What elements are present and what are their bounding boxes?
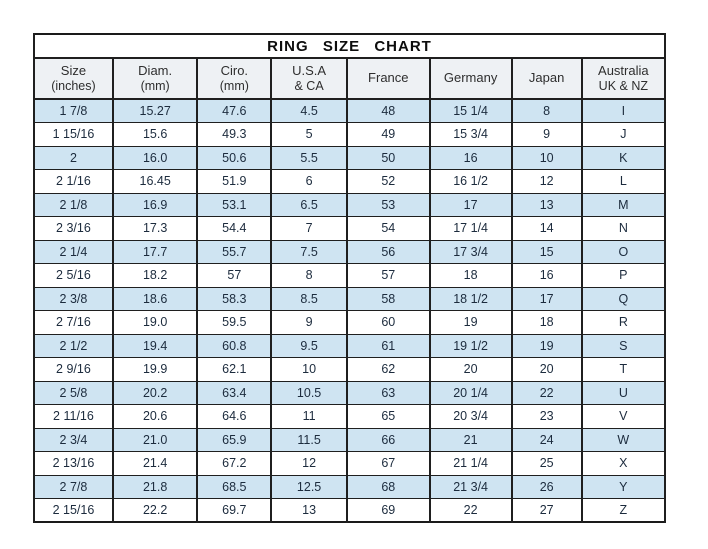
cell-japan: 8 bbox=[512, 99, 582, 123]
column-header-australia bbox=[582, 58, 665, 99]
cell-ciro: 50.6 bbox=[197, 146, 271, 170]
cell-japan: 25 bbox=[512, 452, 582, 476]
column-header-germany-line1: Germany bbox=[443, 70, 498, 86]
cell-australia: N bbox=[582, 217, 665, 241]
cell-ciro: 49.3 bbox=[197, 123, 271, 147]
cell-germany: 17 bbox=[430, 193, 512, 217]
cell-ciro: 67.2 bbox=[197, 452, 271, 476]
table-row bbox=[34, 499, 665, 523]
cell-usa-ca: 5.5 bbox=[271, 146, 347, 170]
table-row bbox=[34, 170, 665, 194]
cell-diam: 20.6 bbox=[113, 405, 198, 429]
cell-ciro: 69.7 bbox=[197, 499, 271, 523]
cell-france: 53 bbox=[347, 193, 430, 217]
cell-diam: 15.6 bbox=[113, 123, 198, 147]
column-header-usa-ca-line1: U.S.A bbox=[292, 62, 327, 78]
cell-australia: I bbox=[582, 99, 665, 123]
column-header-size bbox=[34, 58, 113, 99]
cell-usa-ca: 6.5 bbox=[271, 193, 347, 217]
cell-germany: 21 1/4 bbox=[430, 452, 512, 476]
cell-france: 60 bbox=[347, 311, 430, 335]
cell-japan: 9 bbox=[512, 123, 582, 147]
cell-diam: 18.2 bbox=[113, 264, 198, 288]
cell-diam: 15.27 bbox=[113, 99, 198, 123]
cell-diam: 17.3 bbox=[113, 217, 198, 241]
cell-australia: R bbox=[582, 311, 665, 335]
column-header-diam-line2: (mm) bbox=[140, 78, 170, 93]
cell-usa-ca: 11 bbox=[271, 405, 347, 429]
cell-australia: L bbox=[582, 170, 665, 194]
column-header-germany bbox=[430, 58, 512, 99]
column-header-france-line1: France bbox=[368, 70, 409, 86]
ring-size-chart-table bbox=[33, 33, 666, 523]
cell-france: 52 bbox=[347, 170, 430, 194]
table-row bbox=[34, 452, 665, 476]
cell-diam: 22.2 bbox=[113, 499, 198, 523]
cell-australia: Z bbox=[582, 499, 665, 523]
cell-france: 63 bbox=[347, 381, 430, 405]
cell-france: 62 bbox=[347, 358, 430, 382]
cell-france: 58 bbox=[347, 287, 430, 311]
cell-diam: 19.0 bbox=[113, 311, 198, 335]
cell-germany: 22 bbox=[430, 499, 512, 523]
cell-australia: W bbox=[582, 428, 665, 452]
cell-france: 49 bbox=[347, 123, 430, 147]
cell-ciro: 55.7 bbox=[197, 240, 271, 264]
cell-size: 2 9/16 bbox=[34, 358, 113, 382]
column-header-japan-line1: Japan bbox=[528, 70, 565, 86]
table-row bbox=[34, 475, 665, 499]
chart-title: RING SIZE CHART bbox=[34, 34, 665, 58]
table-row bbox=[34, 99, 665, 123]
cell-ciro: 53.1 bbox=[197, 193, 271, 217]
table-row bbox=[34, 264, 665, 288]
cell-australia: U bbox=[582, 381, 665, 405]
cell-germany: 17 1/4 bbox=[430, 217, 512, 241]
column-header-diam-line1: Diam. bbox=[138, 62, 173, 78]
cell-size: 2 11/16 bbox=[34, 405, 113, 429]
cell-diam: 16.0 bbox=[113, 146, 198, 170]
cell-usa-ca: 13 bbox=[271, 499, 347, 523]
cell-australia: O bbox=[582, 240, 665, 264]
cell-japan: 19 bbox=[512, 334, 582, 358]
cell-size: 2 1/2 bbox=[34, 334, 113, 358]
column-header-size-line1: Size bbox=[60, 62, 87, 78]
column-header-australia-line2: UK & NZ bbox=[598, 78, 648, 93]
cell-japan: 16 bbox=[512, 264, 582, 288]
cell-ciro: 51.9 bbox=[197, 170, 271, 194]
table-row bbox=[34, 381, 665, 405]
table-row bbox=[34, 146, 665, 170]
cell-australia: X bbox=[582, 452, 665, 476]
cell-japan: 20 bbox=[512, 358, 582, 382]
cell-ciro: 63.4 bbox=[197, 381, 271, 405]
cell-japan: 10 bbox=[512, 146, 582, 170]
column-header-usa-ca bbox=[271, 58, 347, 99]
cell-australia: Y bbox=[582, 475, 665, 499]
cell-france: 66 bbox=[347, 428, 430, 452]
cell-germany: 19 1/2 bbox=[430, 334, 512, 358]
cell-size: 2 15/16 bbox=[34, 499, 113, 523]
cell-ciro: 60.8 bbox=[197, 334, 271, 358]
cell-japan: 17 bbox=[512, 287, 582, 311]
cell-diam: 16.9 bbox=[113, 193, 198, 217]
cell-usa-ca: 12 bbox=[271, 452, 347, 476]
cell-ciro: 54.4 bbox=[197, 217, 271, 241]
cell-usa-ca: 7 bbox=[271, 217, 347, 241]
cell-ciro: 47.6 bbox=[197, 99, 271, 123]
cell-germany: 18 1/2 bbox=[430, 287, 512, 311]
ring-size-chart bbox=[33, 33, 666, 523]
cell-ciro: 59.5 bbox=[197, 311, 271, 335]
cell-japan: 27 bbox=[512, 499, 582, 523]
cell-japan: 22 bbox=[512, 381, 582, 405]
cell-size: 2 13/16 bbox=[34, 452, 113, 476]
cell-diam: 17.7 bbox=[113, 240, 198, 264]
column-header-ciro-line1: Ciro. bbox=[220, 62, 249, 78]
cell-australia: V bbox=[582, 405, 665, 429]
table-row bbox=[34, 287, 665, 311]
cell-diam: 20.2 bbox=[113, 381, 198, 405]
cell-size: 2 bbox=[34, 146, 113, 170]
column-header-diam bbox=[113, 58, 198, 99]
cell-size: 2 7/16 bbox=[34, 311, 113, 335]
chart-title-row bbox=[34, 34, 665, 58]
column-header-usa-ca-line2: & CA bbox=[294, 78, 324, 93]
cell-germany: 20 3/4 bbox=[430, 405, 512, 429]
column-header-size-line2: (inches) bbox=[51, 78, 96, 93]
cell-usa-ca: 12.5 bbox=[271, 475, 347, 499]
cell-australia: J bbox=[582, 123, 665, 147]
cell-usa-ca: 10 bbox=[271, 358, 347, 382]
table-row bbox=[34, 334, 665, 358]
cell-ciro: 62.1 bbox=[197, 358, 271, 382]
cell-germany: 16 bbox=[430, 146, 512, 170]
cell-france: 56 bbox=[347, 240, 430, 264]
cell-size: 2 5/16 bbox=[34, 264, 113, 288]
cell-size: 1 15/16 bbox=[34, 123, 113, 147]
cell-france: 50 bbox=[347, 146, 430, 170]
column-header-france bbox=[347, 58, 430, 99]
cell-ciro: 64.6 bbox=[197, 405, 271, 429]
table-row bbox=[34, 358, 665, 382]
cell-japan: 24 bbox=[512, 428, 582, 452]
cell-germany: 18 bbox=[430, 264, 512, 288]
cell-diam: 19.9 bbox=[113, 358, 198, 382]
cell-australia: Q bbox=[582, 287, 665, 311]
cell-size: 2 5/8 bbox=[34, 381, 113, 405]
cell-usa-ca: 4.5 bbox=[271, 99, 347, 123]
cell-usa-ca: 6 bbox=[271, 170, 347, 194]
cell-size: 2 1/4 bbox=[34, 240, 113, 264]
cell-usa-ca: 9 bbox=[271, 311, 347, 335]
cell-germany: 17 3/4 bbox=[430, 240, 512, 264]
cell-japan: 15 bbox=[512, 240, 582, 264]
cell-france: 67 bbox=[347, 452, 430, 476]
column-header-row bbox=[34, 58, 665, 99]
cell-diam: 16.45 bbox=[113, 170, 198, 194]
column-header-ciro bbox=[197, 58, 271, 99]
cell-japan: 13 bbox=[512, 193, 582, 217]
cell-ciro: 65.9 bbox=[197, 428, 271, 452]
cell-usa-ca: 9.5 bbox=[271, 334, 347, 358]
cell-germany: 21 3/4 bbox=[430, 475, 512, 499]
cell-usa-ca: 10.5 bbox=[271, 381, 347, 405]
cell-size: 2 3/4 bbox=[34, 428, 113, 452]
cell-france: 61 bbox=[347, 334, 430, 358]
cell-diam: 21.8 bbox=[113, 475, 198, 499]
table-row bbox=[34, 217, 665, 241]
table-row bbox=[34, 428, 665, 452]
cell-australia: K bbox=[582, 146, 665, 170]
cell-japan: 14 bbox=[512, 217, 582, 241]
table-row bbox=[34, 193, 665, 217]
column-header-ciro-line2: (mm) bbox=[219, 78, 249, 93]
table-row bbox=[34, 311, 665, 335]
cell-size: 2 1/8 bbox=[34, 193, 113, 217]
cell-japan: 23 bbox=[512, 405, 582, 429]
cell-diam: 21.4 bbox=[113, 452, 198, 476]
cell-france: 54 bbox=[347, 217, 430, 241]
cell-japan: 18 bbox=[512, 311, 582, 335]
cell-diam: 21.0 bbox=[113, 428, 198, 452]
cell-france: 68 bbox=[347, 475, 430, 499]
column-header-japan bbox=[512, 58, 582, 99]
cell-germany: 20 bbox=[430, 358, 512, 382]
cell-japan: 26 bbox=[512, 475, 582, 499]
cell-size: 2 1/16 bbox=[34, 170, 113, 194]
cell-diam: 19.4 bbox=[113, 334, 198, 358]
cell-australia: M bbox=[582, 193, 665, 217]
cell-germany: 15 1/4 bbox=[430, 99, 512, 123]
table-row bbox=[34, 405, 665, 429]
cell-germany: 21 bbox=[430, 428, 512, 452]
cell-ciro: 58.3 bbox=[197, 287, 271, 311]
cell-france: 48 bbox=[347, 99, 430, 123]
table-body bbox=[34, 99, 665, 522]
cell-usa-ca: 8 bbox=[271, 264, 347, 288]
cell-size: 2 7/8 bbox=[34, 475, 113, 499]
cell-france: 57 bbox=[347, 264, 430, 288]
table-row bbox=[34, 240, 665, 264]
cell-size: 1 7/8 bbox=[34, 99, 113, 123]
cell-germany: 16 1/2 bbox=[430, 170, 512, 194]
cell-size: 2 3/8 bbox=[34, 287, 113, 311]
cell-germany: 19 bbox=[430, 311, 512, 335]
cell-size: 2 3/16 bbox=[34, 217, 113, 241]
cell-usa-ca: 5 bbox=[271, 123, 347, 147]
cell-germany: 15 3/4 bbox=[430, 123, 512, 147]
cell-germany: 20 1/4 bbox=[430, 381, 512, 405]
cell-usa-ca: 11.5 bbox=[271, 428, 347, 452]
table-row bbox=[34, 123, 665, 147]
cell-diam: 18.6 bbox=[113, 287, 198, 311]
cell-france: 69 bbox=[347, 499, 430, 523]
column-header-australia-line1: Australia bbox=[598, 62, 649, 78]
cell-australia: S bbox=[582, 334, 665, 358]
cell-france: 65 bbox=[347, 405, 430, 429]
cell-usa-ca: 8.5 bbox=[271, 287, 347, 311]
cell-japan: 12 bbox=[512, 170, 582, 194]
cell-ciro: 57 bbox=[197, 264, 271, 288]
cell-ciro: 68.5 bbox=[197, 475, 271, 499]
cell-australia: T bbox=[582, 358, 665, 382]
cell-usa-ca: 7.5 bbox=[271, 240, 347, 264]
cell-australia: P bbox=[582, 264, 665, 288]
